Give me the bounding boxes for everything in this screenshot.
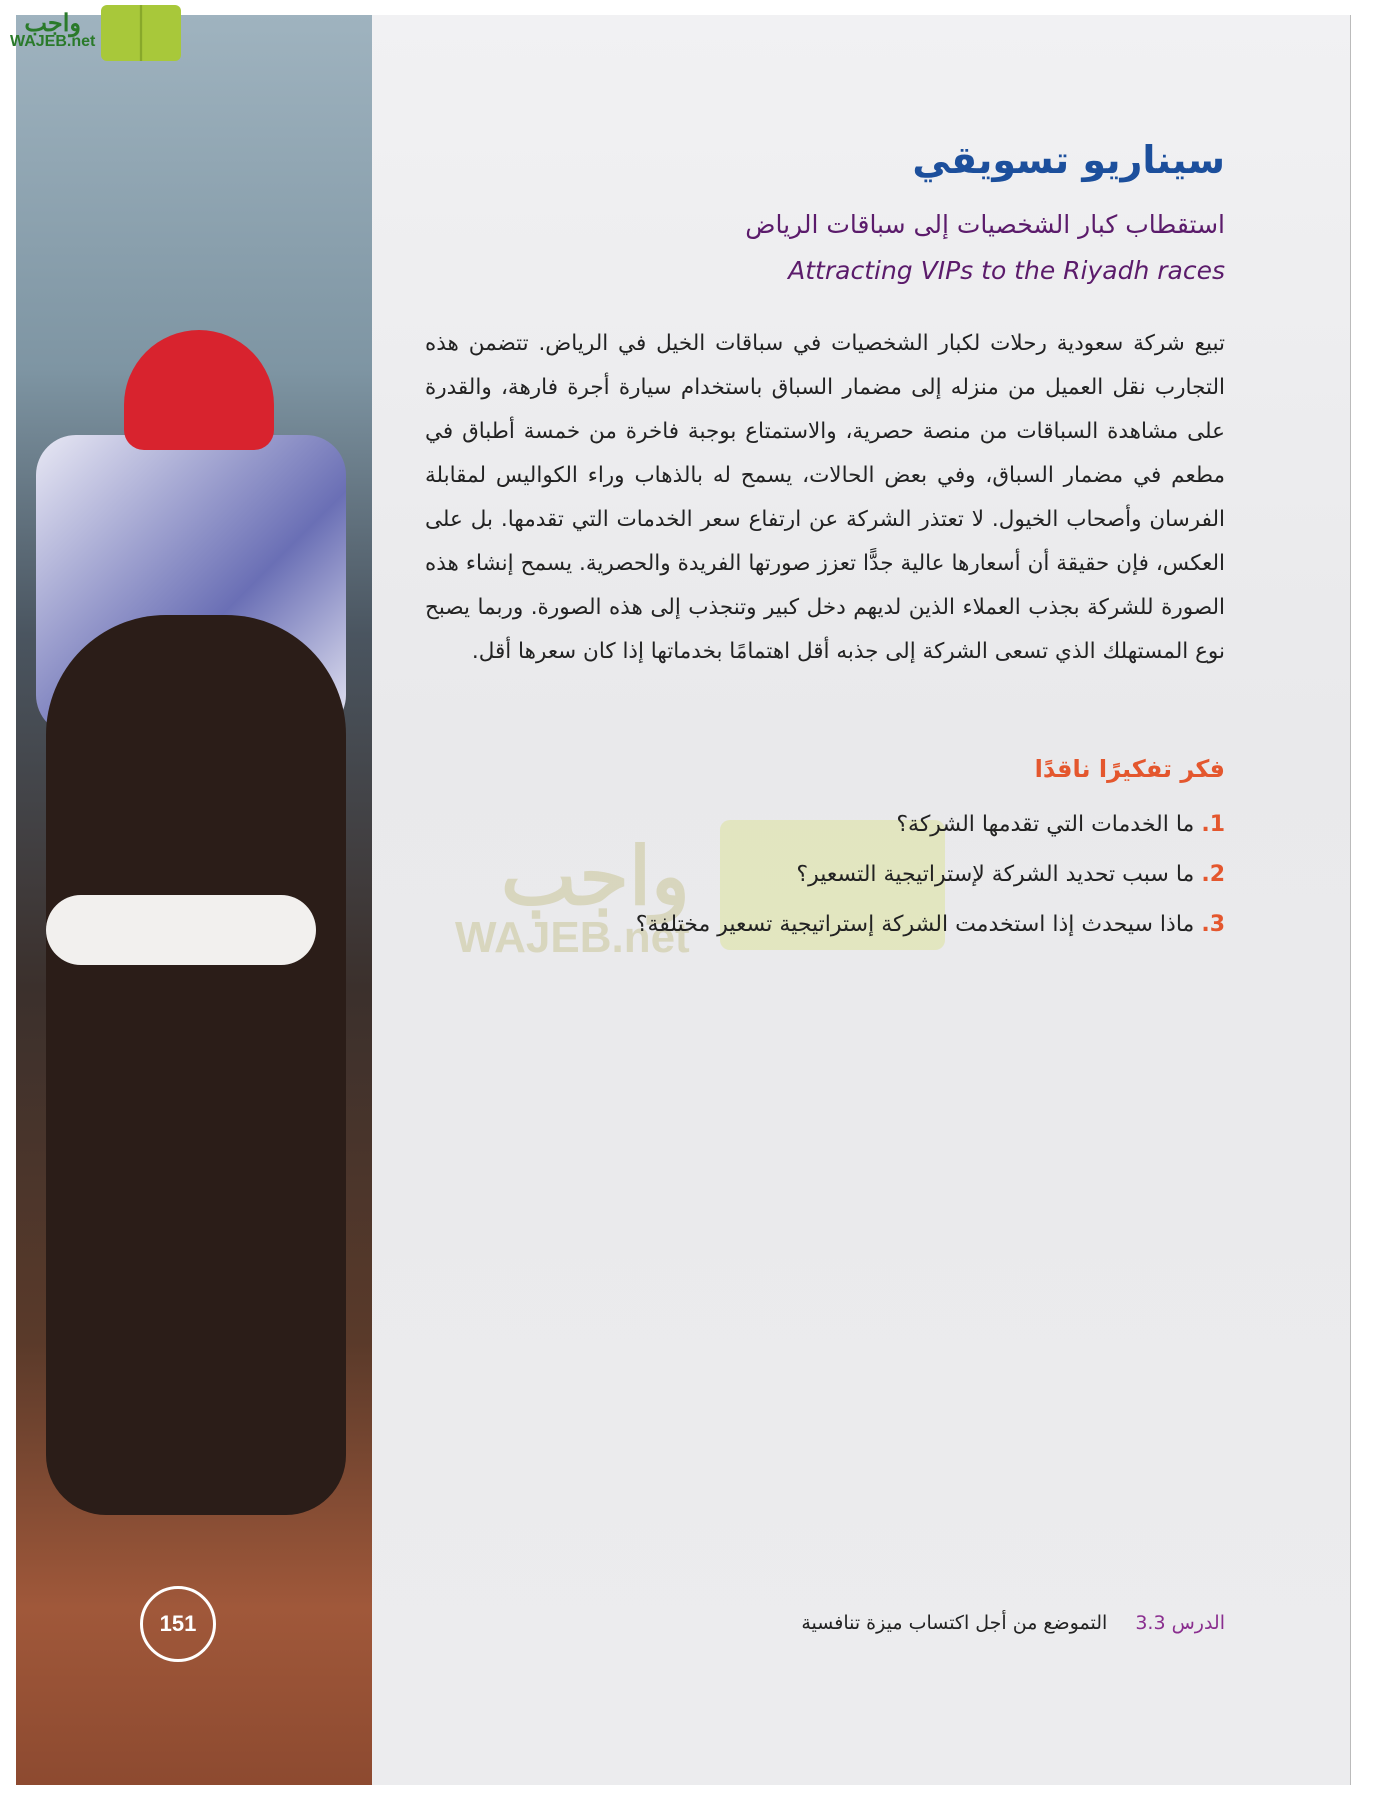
lesson-title: التموضع من أجل اكتساب ميزة تنافسية: [801, 1612, 1108, 1634]
watermark: [455, 830, 690, 963]
horse-noseband: [46, 895, 316, 965]
question-item: [896, 812, 1225, 837]
page-edge: [1350, 15, 1351, 1785]
subtitle-arabic: استقطاب كبار الشخصيات إلى سباقات الرياض: [745, 210, 1225, 239]
question-number: 3.: [1201, 912, 1225, 937]
watermark-arabic: واجب: [500, 832, 690, 921]
critical-thinking-heading: فكر تفكيرًا ناقدًا: [1034, 755, 1225, 783]
question-number: 2.: [1201, 862, 1225, 887]
scenario-paragraph: تبيع شركة سعودية رحلات لكبار الشخصيات في سباقات الخيل في الرياض. تتضمن هذه التجارب نقل العميل من منزله إلى مضمار السباق باستخدام سيارة أجرة فارهة، والقدرة على مشاهدة السباقات من منصة حصرية، والاستمتاع بوجبة فاخرة من خمسة أطباق في مطعم في مضمار السباق، وفي بعض الحالات، يسمح له بالذهاب وراء الكواليس لمقابلة الفرسان وأصحاب الخيول. لا تعتذر الشركة عن ارتفاع سعر الخدمات التي تقدمها. بل على العكس، فإن حقيقة أن أسعارها عالية جدًّا تعزز صورتها الفريدة والحصرية. يسمح إنشاء هذه الصورة للشركة بجذب العملاء الذين لديهم دخل كبير وتنجذب إلى هذه الصورة. وربما يصبح نوع المستهلك الذي تسعى الشركة إلى جذبه أقل اهتمامًا بخدماتها إذا كان سعرها أقل.: [425, 331, 1225, 664]
logo-latin: WAJEB.net: [10, 33, 96, 50]
jockey-helmet: [124, 330, 274, 450]
subtitle-english: Attracting VIPs to the Riyadh races: [788, 256, 1225, 285]
page-footer: [801, 1612, 1225, 1634]
question-text: ما سبب تحديد الشركة لإستراتيجية التسعير؟: [796, 862, 1195, 887]
question-item: [636, 912, 1225, 937]
watermark-latin: WAJEB.net: [455, 913, 690, 962]
book-icon: [101, 5, 181, 61]
logo-arabic: واجب: [24, 10, 81, 37]
page-title: سيناريو تسويقي: [912, 138, 1225, 182]
page-number: 151: [140, 1586, 216, 1662]
lesson-label: الدرس 3.3: [1135, 1612, 1225, 1634]
question-item: [796, 862, 1225, 887]
horse-race-photo: [16, 15, 372, 1785]
horse-figure: [46, 615, 346, 1515]
question-text: ماذا سيحدث إذا استخدمت الشركة إستراتيجية تسعير مختلفة؟: [635, 912, 1195, 937]
question-text: ما الخدمات التي تقدمها الشركة؟: [896, 812, 1195, 837]
wajeb-logo[interactable]: [10, 5, 181, 61]
question-number: 1.: [1201, 812, 1225, 837]
